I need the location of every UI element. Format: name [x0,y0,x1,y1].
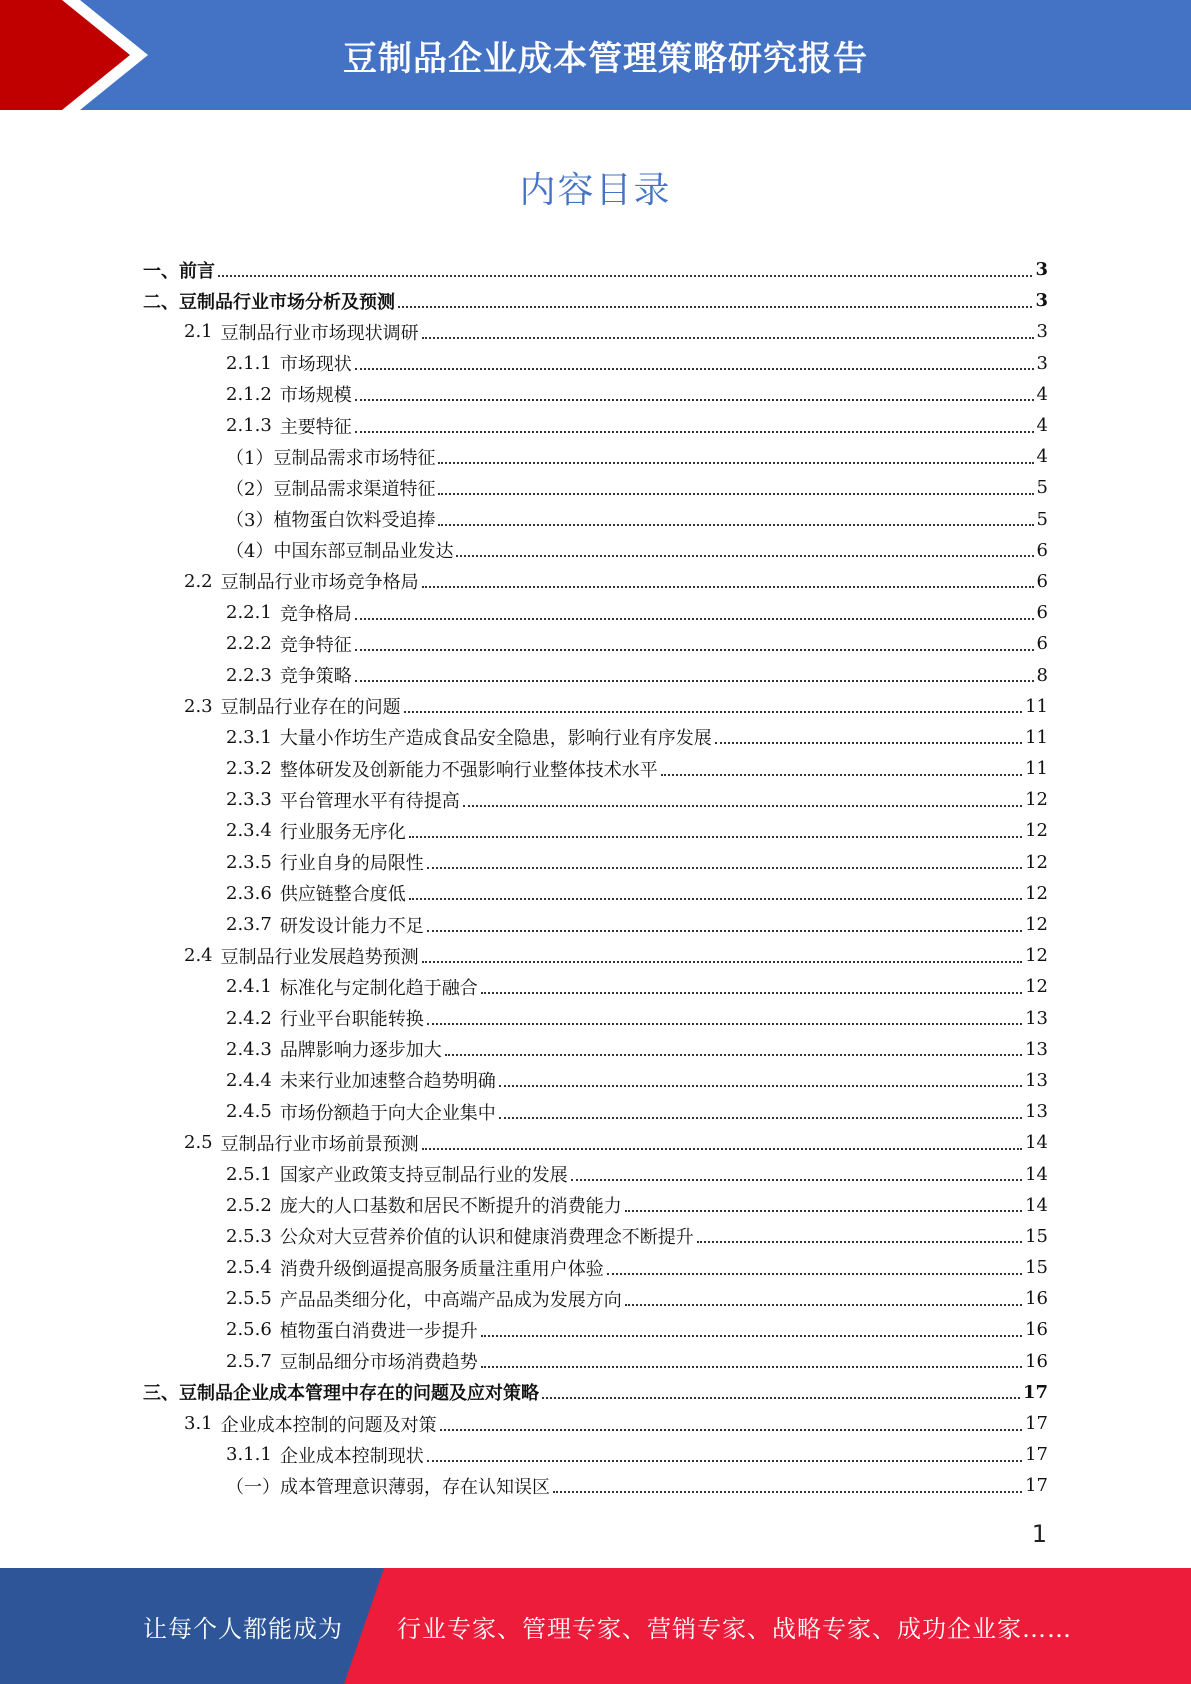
page-number: 1 [1031,1520,1047,1548]
toc-entry-title: 庞大的人口基数和居民不断提升的消费能力 [279,1196,622,1218]
toc-entry-page: 11 [1025,758,1048,780]
toc-entry-number: 2.5.6 [226,1319,272,1341]
toc-entry-title: 植物蛋白消费进一步提升 [279,1320,478,1342]
toc-entry[interactable] [143,909,1048,940]
toc-entry-title: 豆制品企业成本管理中存在的问题及应对策略 [179,1383,539,1405]
toc-entry[interactable] [143,753,1048,784]
toc-entry-title: 市场现状 [279,354,352,376]
toc-dot-leader [422,1148,1022,1150]
toc-entry[interactable] [143,784,1048,815]
toc-entry-number: 2.1 [184,321,213,343]
toc-entry-number: 2.3.3 [226,789,272,811]
toc-entry-page: 12 [1025,882,1048,904]
toc-entry-page: 13 [1025,1069,1048,1091]
toc-entry-number: 2.3.7 [226,914,272,936]
toc-dot-leader [697,1241,1022,1243]
toc-entry-title: 豆制品需求市场特征 [273,447,436,469]
toc-entry-title: 企业成本控制现状 [279,1445,424,1467]
toc-entry[interactable] [143,1252,1048,1283]
toc-entry[interactable] [143,1314,1048,1345]
toc-entry-page: 4 [1036,415,1048,437]
toc-dot-leader [661,774,1022,776]
toc-entry-page: 12 [1025,945,1048,967]
toc-dot-leader [571,1179,1022,1181]
toc-entry-title: 豆制品行业发展趋势预测 [220,946,419,968]
toc-dot-leader [499,1085,1022,1087]
toc-dot-leader [481,1366,1022,1368]
toc-entry[interactable] [143,472,1048,503]
toc-entry-number: 2.4.4 [226,1069,272,1091]
toc-entry[interactable] [143,285,1048,316]
toc-dot-leader [427,867,1022,869]
toc-entry[interactable] [143,1221,1048,1252]
toc-entry[interactable] [143,691,1048,722]
toc-dot-leader [409,836,1022,838]
toc-dot-leader [398,306,1032,308]
toc-entry-number: 2.5.4 [226,1257,272,1279]
toc-entry-number: 2.2 [184,570,213,592]
toc-dot-leader [355,618,1034,620]
toc-entry-number: （4） [226,541,274,563]
toc-entry-page: 3 [1036,352,1048,374]
toc-entry-number: 2.4.1 [226,976,272,998]
toc-entry-title: 豆制品行业存在的问题 [220,697,401,719]
toc-entry-title: 豆制品需求渠道特征 [273,478,436,500]
toc-entry-title: 大量小作坊生产造成食品安全隐患，影响行业有序发展 [279,728,712,750]
toc-dot-leader [355,680,1034,682]
toc-entry-number: 2.4.3 [226,1038,272,1060]
toc-entry[interactable] [143,1283,1048,1314]
toc-dot-leader [422,337,1034,339]
toc-entry[interactable] [143,1096,1048,1127]
toc-dot-leader [715,742,1022,744]
toc-entry[interactable] [143,1346,1048,1377]
toc-entry-page: 16 [1025,1350,1048,1372]
page-header [0,0,1191,110]
toc-entry[interactable] [143,348,1048,379]
toc-entry[interactable] [143,597,1048,628]
toc-entry-number: 2.3.2 [226,758,272,780]
toc-entry-number: 2.1.2 [226,383,272,405]
toc-entry[interactable] [143,254,1048,285]
toc-entry[interactable] [143,878,1048,909]
toc-entry-title: 公众对大豆营养价值的认识和健康消费理念不断提升 [279,1227,694,1249]
toc-dot-leader [438,462,1033,464]
toc-entry-page: 14 [1025,1194,1048,1216]
toc-entry-title: 国家产业政策支持豆制品行业的发展 [279,1165,568,1187]
toc-entry-page: 3 [1035,290,1048,312]
toc-entry-number: 2.3.6 [226,882,272,904]
toc-entry-title: 豆制品行业市场前景预测 [220,1133,419,1155]
toc-dot-leader [542,1397,1020,1399]
toc-entry-page: 12 [1025,851,1048,873]
toc-entry-number: （2） [226,478,274,500]
toc-entry-number: 2.2.3 [226,664,272,686]
toc-entry[interactable] [143,1439,1048,1470]
toc-entry-title: 企业成本控制的问题及对策 [220,1414,437,1436]
toc-entry-number: 2.3.4 [226,820,272,842]
toc-entry-title: 整体研发及创新能力不强影响行业整体技术水平 [279,759,658,781]
toc-entry[interactable] [143,1377,1048,1408]
table-of-contents [143,254,1048,1502]
toc-entry-title: 行业自身的局限性 [279,853,424,875]
toc-dot-leader [625,1304,1022,1306]
toc-entry-page: 6 [1036,570,1048,592]
toc-entry[interactable] [143,847,1048,878]
toc-entry-number: 3.1.1 [226,1444,272,1466]
toc-entry-number: 2.5 [184,1132,213,1154]
toc-entry-page: 15 [1025,1225,1048,1247]
toc-entry-page: 6 [1036,539,1048,561]
toc-entry[interactable] [143,628,1048,659]
toc-entry-title: 成本管理意识薄弱，存在认知误区 [280,1476,550,1498]
toc-dot-leader [427,930,1022,932]
toc-entry-page: 17 [1025,1413,1048,1435]
toc-dot-leader [355,399,1034,401]
toc-entry[interactable] [143,1470,1048,1501]
toc-entry-page: 4 [1036,383,1048,405]
toc-entry[interactable] [143,659,1048,690]
toc-entry-number: 一、 [143,260,179,282]
toc-entry-number: 2.2.1 [226,602,272,624]
toc-entry[interactable] [143,1034,1048,1065]
toc-entry-title: 竞争策略 [279,666,352,688]
toc-entry-title: 市场份额趋于向大企业集中 [279,1102,496,1124]
toc-entry-page: 6 [1036,602,1048,624]
toc-entry-title: 豆制品细分市场消费趋势 [279,1352,478,1374]
toc-entry[interactable] [143,316,1048,347]
toc-entry-number: 2.4.2 [226,1007,272,1029]
toc-entry-page: 13 [1025,1007,1048,1029]
toc-dot-leader [427,1460,1022,1462]
toc-entry[interactable] [143,1003,1048,1034]
toc-dot-leader [355,368,1034,370]
toc-entry-title: 主要特征 [279,416,352,438]
toc-entry[interactable] [143,535,1048,566]
toc-entry-title: 豆制品行业市场分析及预测 [179,291,395,313]
toc-entry-page: 17 [1025,1444,1048,1466]
toc-entry-number: 2.5.3 [226,1225,272,1247]
toc-entry-title: 中国东部豆制品业发达 [273,541,454,563]
toc-entry-title: 标准化与定制化趋于融合 [279,977,478,999]
toc-entry-page: 16 [1025,1319,1048,1341]
toc-entry-number: 2.4.5 [226,1101,272,1123]
toc-entry[interactable] [143,410,1048,441]
toc-entry[interactable] [143,722,1048,753]
toc-entry-title: 行业服务无序化 [279,821,406,843]
toc-entry-number: 2.5.5 [226,1288,272,1310]
toc-entry[interactable] [143,1065,1048,1096]
toc-entry[interactable] [143,441,1048,472]
toc-entry[interactable] [143,504,1048,535]
toc-entry-number: 2.5.7 [226,1350,272,1372]
toc-entry-page: 5 [1036,477,1048,499]
toc-entry-page: 14 [1025,1163,1048,1185]
toc-entry[interactable] [143,1158,1048,1189]
toc-entry-number: （3） [226,510,274,532]
toc-dot-leader [481,1335,1022,1337]
toc-entry-title: 未来行业加速整合趋势明确 [279,1071,496,1093]
toc-dot-leader [355,649,1034,651]
toc-entry-number: （一） [226,1476,280,1498]
toc-entry-page: 12 [1025,914,1048,936]
report-title: 豆制品企业成本管理策略研究报告 [343,38,868,79]
toc-entry-title: 豆制品行业市场竞争格局 [220,572,419,594]
toc-entry-page: 16 [1025,1288,1048,1310]
toc-entry-number: 2.5.2 [226,1194,272,1216]
toc-entry-number: 2.1.1 [226,352,272,374]
toc-dot-leader [456,555,1033,557]
toc-dot-leader [355,431,1034,433]
toc-entry-page: 12 [1025,820,1048,842]
toc-entry-page: 11 [1025,695,1048,717]
toc-entry-page: 4 [1036,446,1048,468]
toc-entry[interactable] [143,815,1048,846]
toc-entry-number: 2.3.1 [226,726,272,748]
toc-dot-leader [422,961,1022,963]
toc-dot-leader [445,1054,1022,1056]
toc-entry-title: 竞争特征 [279,634,352,656]
toc-dot-leader [481,992,1022,994]
toc-entry-title: 平台管理水平有待提高 [279,790,460,812]
toc-entry-page: 14 [1025,1132,1048,1154]
toc-entry-number: 2.3.5 [226,851,272,873]
toc-entry-page: 3 [1036,321,1048,343]
toc-entry[interactable] [143,1190,1048,1221]
toc-entry-page: 12 [1025,976,1048,998]
toc-entry-title: 研发设计能力不足 [279,915,424,937]
toc-dot-leader [553,1491,1022,1493]
toc-entry-number: 二、 [143,291,179,313]
toc-dot-leader [427,1023,1022,1025]
toc-entry-title: 前言 [179,260,215,282]
toc-entry-page: 15 [1025,1257,1048,1279]
toc-entry-title: 植物蛋白饮料受追捧 [273,510,436,532]
toc-entry-title: 竞争格局 [279,603,352,625]
toc-entry-page: 13 [1025,1038,1048,1060]
toc-dot-leader [409,898,1022,900]
toc-heading: 内容目录 [519,170,672,211]
toc-dot-leader [463,805,1022,807]
toc-entry-number: 三、 [143,1383,179,1405]
toc-entry-title: 市场规模 [279,385,352,407]
toc-entry-page: 13 [1025,1101,1048,1123]
toc-entry-page: 17 [1022,1381,1048,1403]
toc-entry[interactable] [143,566,1048,597]
toc-entry[interactable] [143,940,1048,971]
toc-entry-page: 5 [1036,508,1048,530]
toc-entry-title: 品牌影响力逐步加大 [279,1040,442,1062]
toc-entry-number: 2.4 [184,945,213,967]
toc-dot-leader [404,711,1022,713]
toc-entry-number: 2.2.2 [226,633,272,655]
toc-dot-leader [438,524,1033,526]
toc-dot-leader [625,1210,1022,1212]
toc-entry-number: 3.1 [184,1413,213,1435]
toc-entry-title: 豆制品行业市场现状调研 [220,322,419,344]
toc-entry-number: （1） [226,447,274,469]
toc-dot-leader [218,275,1032,277]
toc-entry-page: 11 [1025,726,1048,748]
toc-dot-leader [607,1273,1022,1275]
toc-entry-page: 8 [1036,664,1048,686]
toc-entry-title: 产品品类细分化，中高端产品成为发展方向 [279,1289,622,1311]
toc-entry-number: 2.3 [184,695,213,717]
toc-entry[interactable] [143,971,1048,1002]
toc-entry[interactable] [143,1127,1048,1158]
toc-dot-leader [499,1117,1022,1119]
toc-entry-title: 消费升级倒逼提高服务质量注重用户体验 [279,1258,604,1280]
footer-slogan-left: 让每个人都能成为 [143,1614,343,1643]
toc-entry-page: 12 [1025,789,1048,811]
toc-entry-page: 17 [1025,1475,1048,1497]
footer-slogan-right: 行业专家、管理专家、营销专家、战略专家、成功企业家…… [397,1614,1072,1643]
toc-entry[interactable] [143,379,1048,410]
toc-entry-number: 2.5.1 [226,1163,272,1185]
toc-entry-title: 供应链整合度低 [279,884,406,906]
toc-entry-page: 3 [1035,259,1048,281]
toc-dot-leader [438,493,1033,495]
toc-dot-leader [422,586,1034,588]
toc-entry-title: 行业平台职能转换 [279,1009,424,1031]
toc-dot-leader [440,1429,1022,1431]
toc-entry[interactable] [143,1408,1048,1439]
page-footer [0,1568,1191,1684]
toc-entry-number: 2.1.3 [226,415,272,437]
toc-entry-page: 6 [1036,633,1048,655]
